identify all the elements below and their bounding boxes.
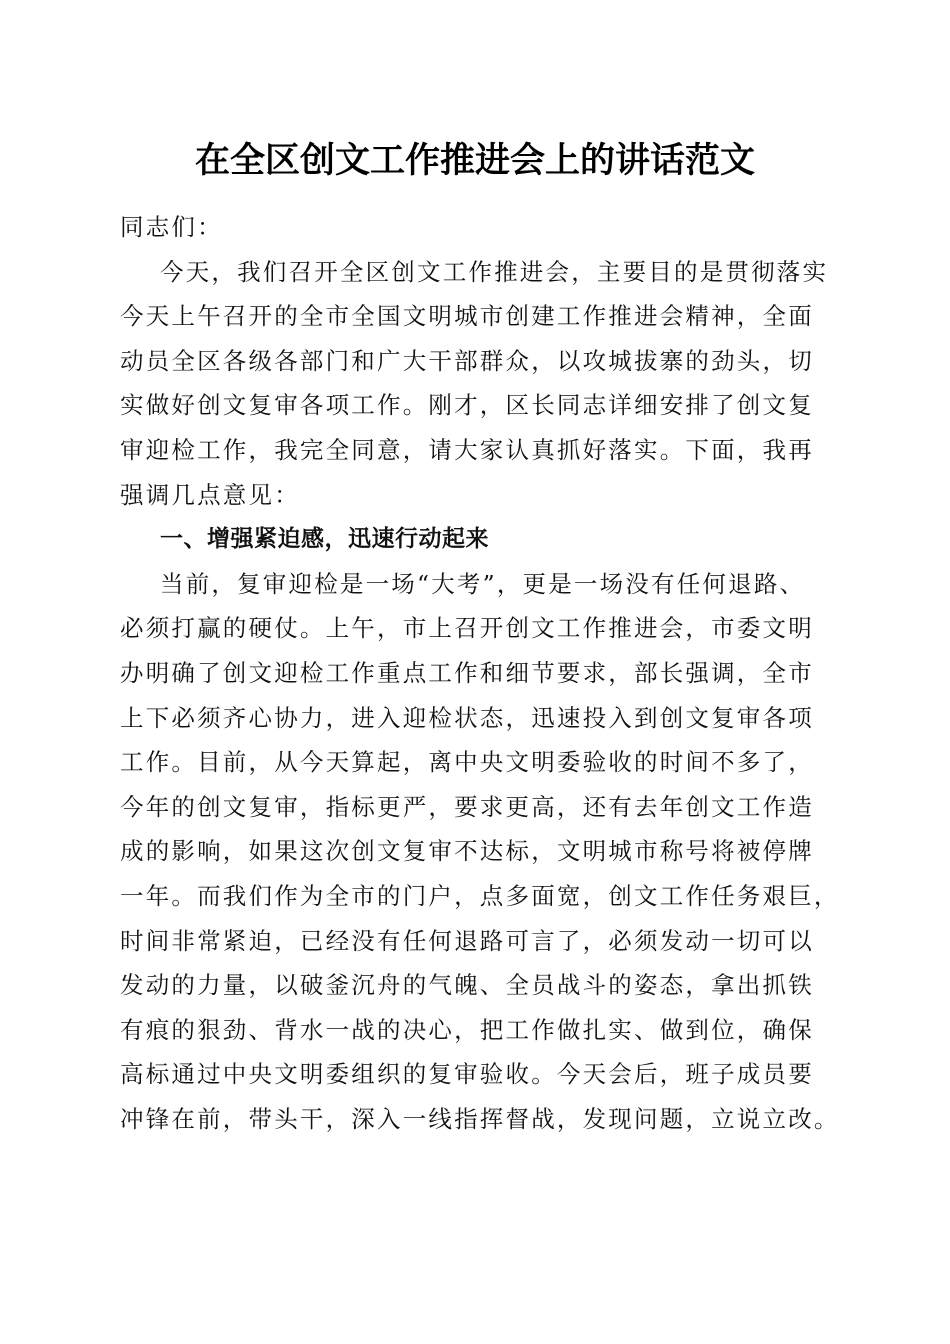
- paragraph-line: 上下必须齐心协力，进入迎检状态，迅速投入到创文复审各项: [120, 703, 814, 732]
- paragraph-line: 强调几点意见：: [120, 480, 300, 509]
- paragraph-line: 冲锋在前，带头干，深入一线指挥督战，发现问题，立说立改。: [120, 1104, 840, 1133]
- paragraph-line: 工作。目前，从今天算起，离中央文明委验收的时间不多了，: [120, 748, 814, 777]
- paragraph-line: 动员全区各级各部门和广大干部群众，以攻城拔寨的劲头，切: [120, 346, 814, 375]
- paragraph-line: 今天上午召开的全市全国文明城市创建工作推进会精神，全面: [120, 302, 814, 331]
- paragraph-line: 实做好创文复审各项工作。刚才，区长同志详细安排了创文复: [120, 391, 814, 420]
- document-title: 在全区创文工作推进会上的讲话范文: [194, 140, 755, 181]
- paragraph-line: 成的影响，如果这次创文复审不达标，文明城市称号将被停牌: [120, 837, 814, 866]
- paragraph-line: 有痕的狠劲、背水一战的决心，把工作做扎实、做到位，确保: [120, 1015, 814, 1044]
- paragraph-line: 当前，复审迎检是一场“大考”，更是一场没有任何退路、: [160, 569, 806, 598]
- paragraph-line: 办明确了创文迎检工作重点工作和细节要求，部长强调，全市: [120, 658, 814, 687]
- paragraph-line: 高标通过中央文明委组织的复审验收。今天会后，班子成员要: [120, 1060, 814, 1089]
- paragraph-line: 一年。而我们作为全市的门户，点多面宽，创文工作任务艰巨，: [120, 881, 840, 910]
- paragraph-line: 今年的创文复审，指标更严，要求更高，还有去年创文工作造: [120, 792, 814, 821]
- paragraph-2: [120, 562, 850, 1142]
- paragraph-line: 今天，我们召开全区创文工作推进会，主要目的是贯彻落实: [160, 257, 829, 286]
- paragraph-line: 审迎检工作，我完全同意，请大家认真抓好落实。下面，我再: [120, 435, 814, 464]
- paragraph-1: [120, 250, 850, 518]
- paragraph-line: 发动的力量，以破釜沉舟的气魄、全员战斗的姿态，拿出抓铁: [120, 971, 814, 1000]
- section-heading: 一、增强紧迫感，迅速行动起来: [160, 526, 489, 553]
- document-body: [120, 205, 850, 1141]
- salutation: 同志们：: [120, 213, 223, 241]
- paragraph-line: 必须打赢的硬仗。上午，市上召开创文工作推进会，市委文明: [120, 614, 814, 643]
- paragraph-line: 时间非常紧迫，已经没有任何退路可言了，必须发动一切可以: [120, 926, 814, 955]
